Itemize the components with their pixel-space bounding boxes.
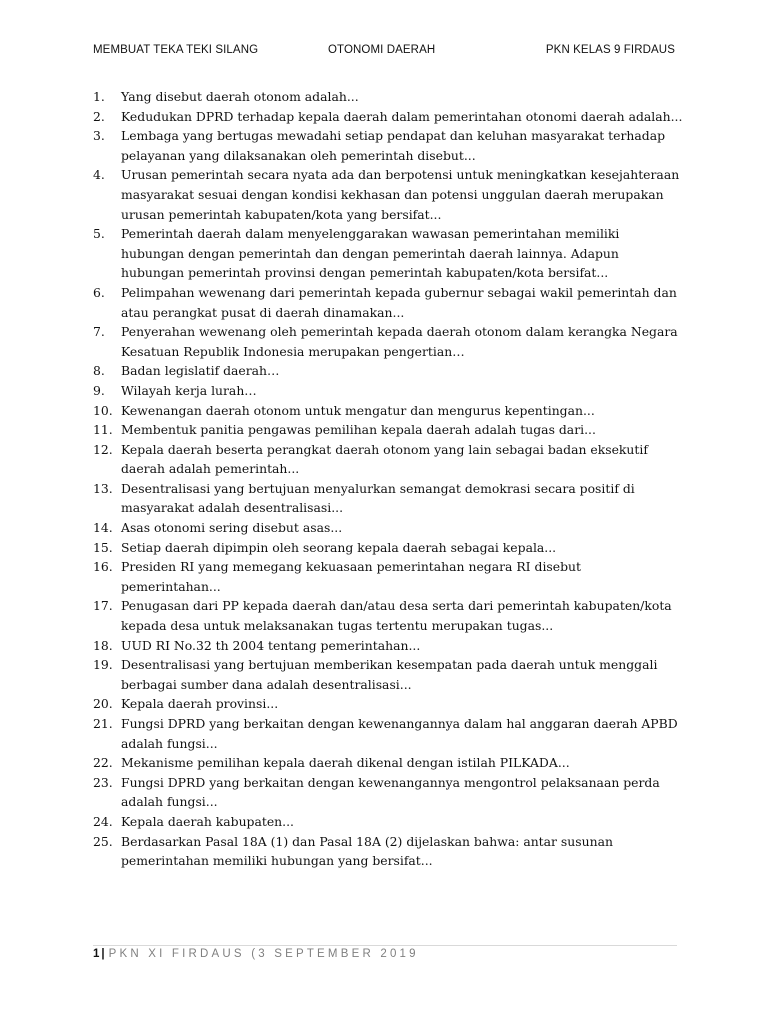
question-number: 21. — [93, 716, 113, 731]
question-number: 24. — [93, 813, 113, 829]
question-number: 1. — [93, 89, 105, 104]
question-text: Penyerahan wewenang oleh pemerintah kepada daerah otonom dalam kerangka Negara Kesatuan Republik Indonesia merupakan pengertian… — [121, 324, 678, 359]
question-number: 4. — [93, 167, 105, 183]
list-item — [93, 87, 683, 107]
question-text: Presiden RI yang memegang kekuasaan pemerintahan negara RI disebut pemerintahan... — [121, 559, 581, 594]
question-text: Pelimpahan wewenang dari pemerintah kepada gubernur sebagai wakil pemerintah dan atau perangkat pusat di daerah dinamakan... — [121, 284, 677, 320]
question-text: Urusan pemerintah secara nyata ada dan berpotensi untuk meningkatkan kesejahteraan masyarakat sesuai dengan kondisi kekhasan dan potensi unggulan daerah merupakan urusan pemerintah kabupaten/kota yang bersifat... — [121, 167, 680, 222]
question-number: 9. — [93, 382, 105, 398]
question-number: 11. — [93, 422, 113, 438]
question-list — [93, 87, 683, 871]
header-right-title: PKN KELAS 9 FIRDAUS — [545, 44, 675, 56]
question-text: Wilayah kerja lurah… — [121, 382, 257, 398]
page-footer — [93, 948, 419, 960]
question-number: 25. — [93, 833, 113, 849]
question-text: Kepala daerah kabupaten... — [121, 813, 294, 829]
header-left-title: MEMBUAT TEKA TEKI SILANG — [93, 44, 259, 56]
question-number: 19. — [93, 657, 113, 673]
question-text: Fungsi DPRD yang berkaitan dengan kewenangannya mengontrol pelaksanaan perda adalah fungsi... — [121, 774, 660, 810]
question-number: 15. — [93, 539, 113, 555]
list-item — [93, 694, 683, 714]
footer-text: PKN XI FIRDAUS (3 SEPTEMBER 2019 — [108, 948, 419, 960]
list-item — [93, 420, 683, 440]
question-number: 10. — [93, 402, 113, 418]
list-item — [93, 636, 683, 656]
list-item — [93, 361, 683, 381]
question-number: 13. — [93, 480, 113, 496]
question-number: 18. — [93, 637, 113, 653]
page-header — [93, 44, 675, 60]
question-text: Pemerintah daerah dalam menyelenggarakan wawasan pemerintahan memiliki hubungan dengan pemerintah dan dengan pemerintah daerah lainnya. Adapun hubungan pemerintah provinsi dengan pemerintah kabupaten/kota bersifat... — [121, 226, 620, 281]
list-item — [93, 832, 683, 871]
question-text: Badan legislatif daerah… — [121, 363, 280, 379]
list-item — [93, 479, 683, 518]
question-text: Desentralisasi yang bertujuan memberikan kesempatan pada daerah untuk menggali berbagai sumber dana adalah desentralisasi... — [121, 657, 658, 692]
list-item — [93, 753, 683, 773]
list-item — [93, 557, 683, 596]
question-text: Kepala daerah beserta perangkat daerah otonom yang lain sebagai badan eksekutif daerah adalah pemerintah... — [121, 441, 648, 477]
question-text: Setiap daerah dipimpin oleh seorang kepala daerah sebagai kepala... — [121, 539, 557, 555]
question-number: 3. — [93, 128, 105, 144]
question-text: Penugasan dari PP kepada daerah dan/atau desa serta dari pemerintah kabupaten/kota kepada desa untuk melaksanakan tugas tertentu merupakan tugas... — [121, 598, 672, 634]
question-text: Membentuk panitia pengawas pemilihan kepala daerah adalah tugas dari... — [121, 422, 596, 438]
list-item — [93, 655, 683, 694]
question-number: 23. — [93, 774, 113, 790]
question-text: Kedudukan DPRD terhadap kepala daerah dalam pemerintahan otonomi daerah adalah... — [121, 108, 683, 124]
question-number: 17. — [93, 598, 113, 614]
question-number: 12. — [93, 441, 113, 457]
list-item — [93, 283, 683, 322]
question-text: Kepala daerah provinsi... — [121, 696, 279, 712]
list-item — [93, 440, 683, 479]
question-text: Berdasarkan Pasal 18A (1) dan Pasal 18A (2) dijelaskan bahwa: antar susunan pemerintahan memiliki hubungan yang bersifat... — [121, 833, 613, 869]
question-number: 20. — [93, 696, 113, 712]
question-number: 8. — [93, 363, 105, 379]
question-text: Desentralisasi yang bertujuan menyalurkan semangat demokrasi secara positif di masyarakat adalah desentralisasi... — [121, 480, 635, 516]
question-text: Lembaga yang bertugas mewadahi setiap pendapat dan keluhan masyarakat terhadap pelayanan yang dilaksanakan oleh pemerintah disebut... — [121, 128, 666, 163]
question-number: 2. — [93, 108, 105, 124]
question-text: Mekanisme pemilihan kepala daerah dikenal dengan istilah PILKADA... — [121, 755, 570, 771]
list-item — [93, 714, 683, 753]
question-number: 14. — [93, 520, 113, 536]
footer-page-number: 1 — [93, 948, 100, 960]
question-number: 6. — [93, 284, 105, 300]
header-center-title: OTONOMI DAERAH — [328, 44, 436, 56]
list-item — [93, 381, 683, 401]
list-item — [93, 538, 683, 558]
question-number: 22. — [93, 755, 113, 771]
question-number: 5. — [93, 226, 105, 242]
list-item — [93, 596, 683, 635]
list-item — [93, 126, 683, 165]
list-item — [93, 401, 683, 421]
question-text: Asas otonomi sering disebut asas... — [121, 520, 343, 536]
footer-divider — [93, 945, 677, 946]
question-text: Fungsi DPRD yang berkaitan dengan kewenangannya dalam hal anggaran daerah APBD adalah fungsi... — [121, 716, 678, 751]
list-item — [93, 224, 683, 283]
question-text: UUD RI No.32 th 2004 tentang pemerintahan... — [121, 637, 421, 653]
question-number: 7. — [93, 324, 105, 340]
question-text: Kewenangan daerah otonom untuk mengatur dan mengurus kepentingan... — [121, 402, 595, 418]
list-item — [93, 773, 683, 812]
list-item — [93, 812, 683, 832]
list-item — [93, 107, 683, 127]
list-item — [93, 518, 683, 538]
question-number: 16. — [93, 559, 113, 575]
list-item — [93, 165, 683, 224]
footer-separator: | — [101, 948, 105, 960]
list-item — [93, 322, 683, 361]
question-text: Yang disebut daerah otonom adalah... — [121, 89, 359, 104]
